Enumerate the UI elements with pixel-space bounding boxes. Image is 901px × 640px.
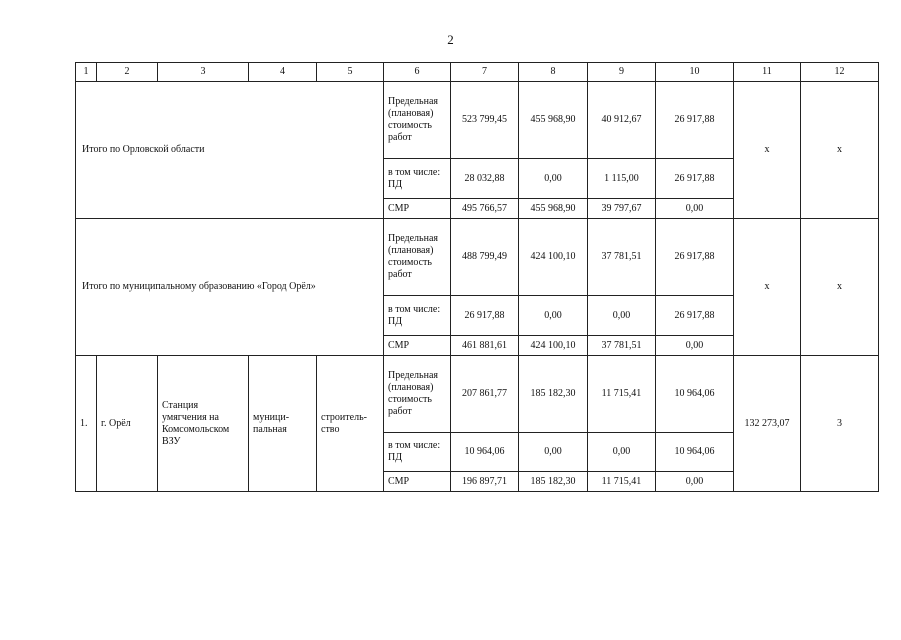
column-number: 4 <box>249 63 317 82</box>
page-number: 2 <box>447 32 454 47</box>
row-label: в том числе: ПД <box>384 296 451 336</box>
value-cell: 196 897,71 <box>451 472 519 492</box>
value-cell: 10 964,06 <box>451 433 519 472</box>
value-cell: 495 766,57 <box>451 199 519 219</box>
column-number: 6 <box>384 63 451 82</box>
value-cell: 132 273,07 <box>734 356 801 492</box>
value-cell: х <box>734 82 801 219</box>
value-cell: 0,00 <box>656 472 734 492</box>
value-cell: 10 964,06 <box>656 433 734 472</box>
column-number: 5 <box>317 63 384 82</box>
column-number: 12 <box>801 63 879 82</box>
row-label: СМР <box>384 199 451 219</box>
value-cell: 3 <box>801 356 879 492</box>
value-cell: 455 968,90 <box>519 82 588 159</box>
item-ownership: муници-пальная <box>249 356 317 492</box>
value-cell: 26 917,88 <box>656 82 734 159</box>
value-cell: 28 032,88 <box>451 159 519 199</box>
value-cell: 0,00 <box>588 433 656 472</box>
row-label: СМР <box>384 472 451 492</box>
column-number: 10 <box>656 63 734 82</box>
row-label: в том числе: ПД <box>384 159 451 199</box>
table-row <box>76 356 879 433</box>
value-cell: х <box>801 82 879 219</box>
value-cell: 461 881,61 <box>451 336 519 356</box>
value-cell: 26 917,88 <box>451 296 519 336</box>
value-cell: х <box>801 219 879 356</box>
value-cell: 26 917,88 <box>656 159 734 199</box>
value-cell: 523 799,45 <box>451 82 519 159</box>
value-cell: 37 781,51 <box>588 219 656 296</box>
value-cell: 424 100,10 <box>519 336 588 356</box>
item-object: Станция умягчения на Комсомольском ВЗУ <box>158 356 249 492</box>
group-title: Итого по муниципальному образованию «Город Орёл» <box>76 219 384 356</box>
column-number: 9 <box>588 63 656 82</box>
value-cell: 488 799,49 <box>451 219 519 296</box>
group-title: Итого по Орловской области <box>76 82 384 219</box>
value-cell: 185 182,30 <box>519 356 588 433</box>
value-cell: 424 100,10 <box>519 219 588 296</box>
value-cell: 1 115,00 <box>588 159 656 199</box>
value-cell: х <box>734 219 801 356</box>
item-work-type: строитель-ство <box>317 356 384 492</box>
column-number: 8 <box>519 63 588 82</box>
value-cell: 11 715,41 <box>588 472 656 492</box>
value-cell: 0,00 <box>519 159 588 199</box>
value-cell: 0,00 <box>519 433 588 472</box>
column-number: 11 <box>734 63 801 82</box>
row-label: Предельная (плановая) стоимость работ <box>384 219 451 296</box>
value-cell: 40 912,67 <box>588 82 656 159</box>
value-cell: 0,00 <box>656 199 734 219</box>
value-cell: 11 715,41 <box>588 356 656 433</box>
column-number: 2 <box>97 63 158 82</box>
row-label: Предельная (плановая) стоимость работ <box>384 82 451 159</box>
value-cell: 185 182,30 <box>519 472 588 492</box>
column-number-row <box>76 63 879 82</box>
value-cell: 37 781,51 <box>588 336 656 356</box>
value-cell: 207 861,77 <box>451 356 519 433</box>
value-cell: 39 797,67 <box>588 199 656 219</box>
financing-table <box>75 62 879 492</box>
column-number: 1 <box>76 63 97 82</box>
row-label: в том числе: ПД <box>384 433 451 472</box>
value-cell: 0,00 <box>656 336 734 356</box>
row-label: СМР <box>384 336 451 356</box>
value-cell: 26 917,88 <box>656 296 734 336</box>
item-number: 1. <box>76 356 97 492</box>
item-city: г. Орёл <box>97 356 158 492</box>
value-cell: 0,00 <box>519 296 588 336</box>
value-cell: 10 964,06 <box>656 356 734 433</box>
column-number: 3 <box>158 63 249 82</box>
table-row <box>76 82 879 159</box>
row-label: Предельная (плановая) стоимость работ <box>384 356 451 433</box>
column-number: 7 <box>451 63 519 82</box>
table-row <box>76 219 879 296</box>
value-cell: 0,00 <box>588 296 656 336</box>
value-cell: 26 917,88 <box>656 219 734 296</box>
value-cell: 455 968,90 <box>519 199 588 219</box>
